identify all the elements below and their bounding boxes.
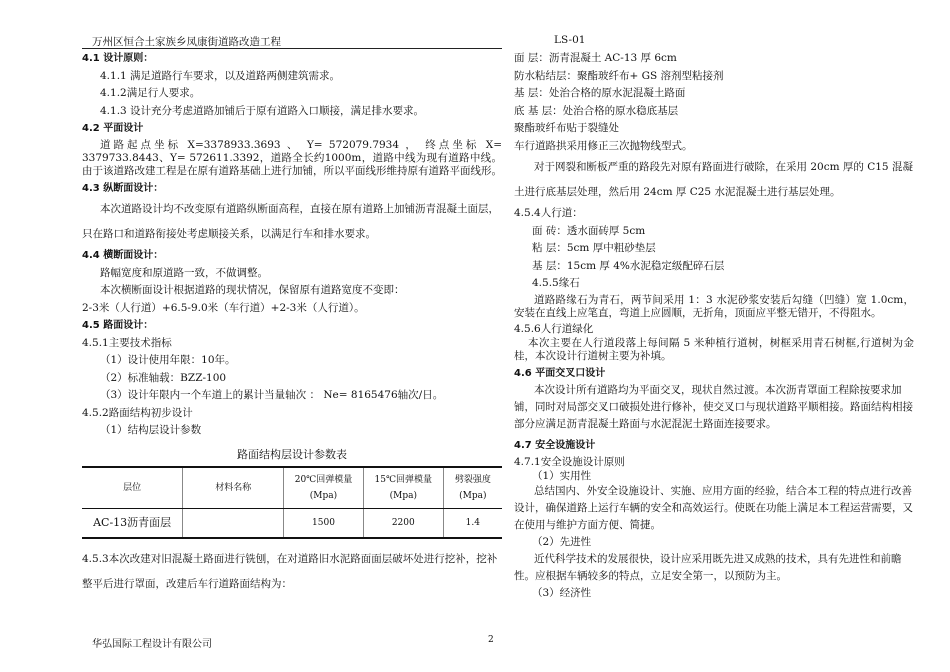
footer-company: 华弘国际工程设计有限公司 [92,639,212,650]
table-header-cell: 劈裂强度(Mpa) [443,467,502,509]
section-4-5-1-title: 4.5.1主要技术指标 [82,336,172,349]
structure-line: 底 基 层：处治合格的原水稳底基层 [514,104,679,117]
section-4-4-line: 2-3米（人行道）+6.5-9.0米（车行道）+2-3米（人行道）。 [82,301,365,314]
section-4-5-2-title: 4.5.2路面结构初步设计 [82,406,193,419]
principle-practicality-text: 总结国内、外安全设施设计、实施、应用方面的经验，结合本工程的特点进行改善设计，确保道路上运行车辆的安全和高效运行。使既在功能上满足本工程运营需要，又在使用与维护方面方便、简捷。 [514,484,913,531]
section-4-4-line: 本次横断面设计根据道路的现状情况，保留原有道路宽度不变即： [100,284,405,296]
principle-advancement-text: 近代科学技术的发展很快，设计应采用既先进又成熟的技术，具有先进性和前瞻性。应根据车辆较多的特点，立足安全第一，以预防为主。 [514,553,902,582]
table-header-cell: 材料名称 [183,467,284,509]
section-4-5-3-text: 4.5.3本次改建对旧混凝土路面进行铣刨，在对道路旧水泥路面面层破坏处进行挖补，挖补整平后进行罩面，改建后车行道路面结构为： [82,552,498,590]
left-column [82,50,502,597]
table-row [82,508,502,538]
section-4-1-item: 4.1.1 满足道路行车要求，以及道路两侧建筑需求。 [100,69,341,82]
principle-advancement: （2）先进性 [532,535,592,548]
section-4-7-1-title: 4.7.1安全设施设计原则 [514,455,625,468]
section-4-7-title: 4.7 安全设施设计 [514,440,596,451]
structure-line: 基 层：处治合格的原水泥混凝土路面 [514,87,686,99]
header-rule [82,48,502,49]
table-header-cell: 层位 [82,467,183,509]
table-cell: 2200 [363,508,443,538]
table-cell [183,508,284,538]
principle-economy: （3）经济性 [532,587,592,599]
table-header-cell: 20℃回弹模量(Mpa) [284,467,364,509]
structure-line: 防水粘结层：聚酯玻纤布+ GS 溶剂型粘接剂 [514,69,724,82]
section-4-1-item: 4.1.3 设计充分考虑道路加铺后于原有道路入口顺接，满足排水要求。 [100,104,425,117]
section-4-6-text: 本次设计所有道路均为平面交叉，现状自然过渡。本次沥青罩面工程除按要求加铺，同时对局部交叉口破损处进行修补，使交叉口与现状道路平顺相接。路面结构相接部分应满足沥青混凝土路面与水泥混泥土路面连接要求。 [514,384,913,430]
principle-practicality: （1）实用性 [532,469,592,482]
right-column [514,50,914,603]
page-number: 2 [488,635,494,645]
header-doc-code: LS-01 [554,34,586,46]
table-header-cell: 15℃回弹模量(Mpa) [363,467,443,509]
section-4-3-text: 本次道路设计均不改变原有道路纵断面高程，直接在原有道路上加铺沥青混凝土面层，只在路口和道路衔接处考虑顺接关系，以满足行车和排水要求。 [82,203,499,240]
structure-line: 面 层：沥青混凝土 AC-13 厚 6cm [514,52,677,64]
table-cell: 1500 [284,508,364,538]
section-4-5-6-text: 本次主要在人行道段落上每间隔 5 米种植行道树，树框采用青石树框,行道树为金桂，本次设计行道树主要为补填。 [514,336,914,362]
section-4-5-6-title: 4.5.6人行道绿化 [514,322,594,335]
section-4-2-text: 道路起点坐标 X=3378933.3693 、 Y= 572079.7934 ， 终点坐标 X= 3379733.8443、Y= 572611.3392，道路全长约1000m，道路中线为现有道路中线。由于该道路改建工程是在原有道路基础上进行加铺，所以平面线形维持原有道路平面线形。 [82,138,502,177]
structure-line: 车行道路拱采用修正三次抛物线型式。 [514,139,693,152]
section-4-5-5-text: 道路路缘石为青石，两节间采用 1：3 水泥砂浆安装后勾缝（凹缝）宽 1.0cm，安装在直线上应笔直，弯道上应圆顺，无折角，顶面应平整无错开，不得阻水。 [514,293,914,319]
section-4-4-line: 路幅宽度和原道路一致，不做调整。 [100,266,268,279]
section-4-5-title: 4.5 路面设计： [82,320,154,331]
table-caption: 路面结构层设计参数表 [237,447,347,461]
section-4-5-4-title: 4.5.4人行道： [514,207,583,219]
header-project-title: 万州区恒合土家族乡凤康街道路改造工程 [92,36,281,48]
section-4-5-1-item: （2）标准轴载：BZZ-100 [100,371,227,384]
sidewalk-layer: 基 层：15cm 厚 4%水泥稳定级配碎石层 [532,259,725,272]
repair-paragraph: 对于网裂和断板严重的路段先对原有路面进行破除，在采用 20cm 厚的 C15 混凝土进行底基层处理，然后用 24cm 厚 C25 水泥混凝土进行基层处理。 [514,161,913,198]
section-4-2-title: 4.2 平面设计 [82,123,144,134]
sidewalk-layer: 粘 层：5cm 厚中粗砂垫层 [532,242,656,254]
table-cell: AC-13沥青面层 [93,515,172,529]
section-4-1-title: 4.1 设计原则： [82,53,154,64]
section-4-5-2-sub: （1）结构层设计参数 [100,424,202,436]
section-4-6-title: 4.6 平面交叉口设计 [514,367,606,379]
section-4-5-1-item: （3）设计年限内一个车道上的累计当量轴次 ： Ne= 8165476轴次/日。 [100,389,444,401]
pavement-parameter-table [82,466,502,539]
section-4-4-title: 4.4 横断面设计： [82,250,164,261]
sidewalk-layer: 面 砖：透水面砖厚 5cm [532,224,646,237]
table-header-row [82,467,502,509]
table-cell: 1.4 [443,508,502,538]
section-4-1-item: 4.1.2满足行人要求。 [100,87,201,99]
structure-line: 聚酯玻纤布贴于裂缝处 [514,122,619,134]
section-4-3-title: 4.3 纵断面设计： [82,182,164,194]
section-4-5-1-item: （1）设计使用年限：10年。 [100,354,236,366]
section-4-5-5-title: 4.5.5缘石 [532,277,580,289]
